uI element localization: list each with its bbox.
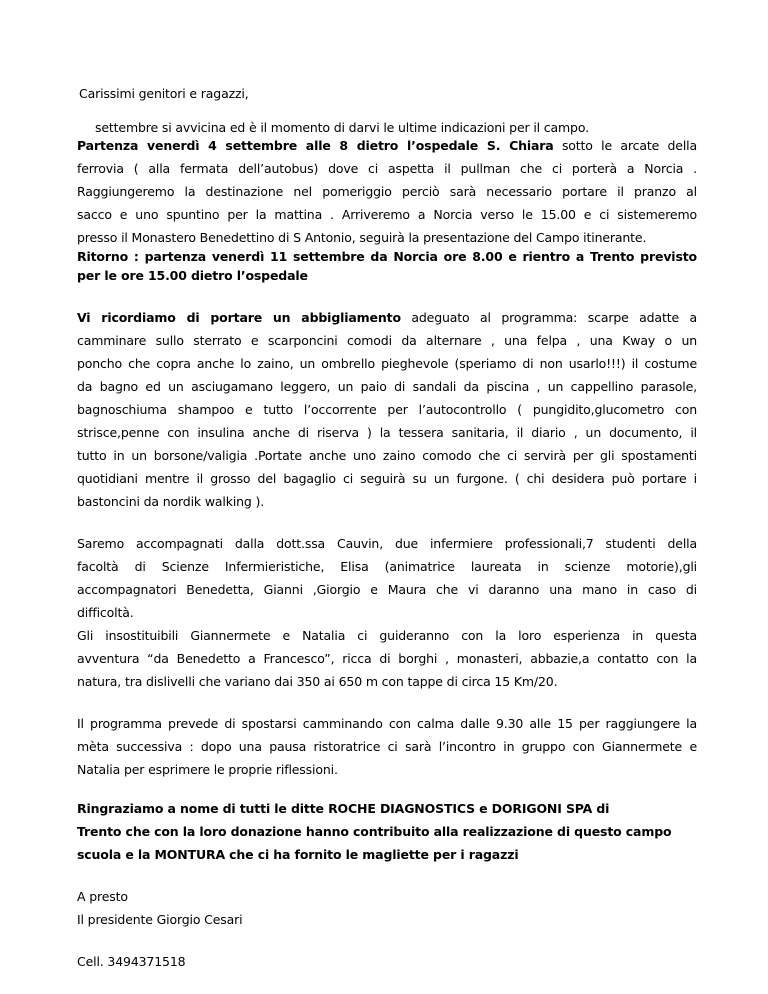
staff-line-7: natura, tra dislivelli che variano dai 350 ai 650 m con tappe di circa 15 Km/20.: [77, 674, 558, 689]
program-line-2: mèta successiva : dopo una pausa ristoratrice ci sarà l’incontro in gruppo con Giannermete e: [77, 739, 697, 754]
clothing-line-6: strisce,penne con insulina anche di riserva ) la tessera sanitaria, il diario , un documento, il: [77, 425, 697, 440]
departure-line-2: ferrovia ( alla fermata dell’autobus) dove ci aspetta il pullman che ci porterà a Norcia .: [77, 161, 697, 176]
thanks-line-1: Ringraziamo a nome di tutti le ditte ROCHE DIAGNOSTICS e DORIGONI SPA di: [77, 801, 610, 816]
clothing-line-1: [77, 310, 697, 326]
program-line-3: Natalia per esprimere le proprie riflessioni.: [77, 762, 338, 777]
staff-line-6: avventura “da Benedetto a Francesco”, ricca di borghi , monasteri, abbazie,a contatto con la: [77, 651, 697, 666]
phone-number: Cell. 3494371518: [77, 954, 186, 969]
signature: Il presidente Giorgio Cesari: [77, 912, 243, 927]
departure-line-1: [77, 138, 697, 154]
staff-line-5: Gli insostituibili Giannermete e Natalia ci guideranno con la loro esperienza in questa: [77, 628, 697, 643]
clothing-line-7: tutto in un borsone/valigia .Portate anche uno zaino comodo che ci servirà per gli spostamenti: [77, 448, 697, 463]
staff-line-2: facoltà di Scienze Infermieristiche, Elisa (animatrice laureata in scienze motorie),gli: [77, 559, 697, 574]
clothing-line-2: camminare sullo sterrato e scarponcini comodi da alternare , una felpa , una Kway o un: [77, 333, 697, 348]
clothing-line-9: bastoncini da nordik walking ).: [77, 494, 265, 509]
intro-line: settembre si avvicina ed è il momento di darvi le ultime indicazioni per il campo.: [95, 120, 589, 135]
departure-line-5: presso il Monastero Benedettino di S Antonio, seguirà la presentazione del Campo itinerante.: [77, 230, 647, 245]
staff-line-3: accompagnatori Benedetta, Gianni ,Giorgio e Maura che vi daranno una mano in caso di: [77, 582, 697, 597]
departure-line-4: sacco e uno spuntino per la mattina . Arriveremo a Norcia verso le 15.00 e ci sistemeremo: [77, 207, 697, 222]
thanks-line-2: Trento che con la loro donazione hanno contribuito alla realizzazione di questo campo: [77, 824, 672, 839]
staff-line-1: Saremo accompagnati dalla dott.ssa Cauvin, due infermiere professionali,7 studenti della: [77, 536, 697, 551]
program-line-1: Il programma prevede di spostarsi camminando con calma dalle 9.30 alle 15 per raggiungere la: [77, 716, 697, 731]
clothing-line-5: bagnoschiuma shampoo e tutto l’occorrente per l’autocontrollo ( pungidito,glucometro con: [77, 402, 697, 417]
staff-line-4: difficoltà.: [77, 605, 134, 620]
departure-line-3: Raggiungeremo la destinazione nel pomeriggio perciò sarà necessario portare il pranzo al: [77, 184, 697, 199]
return-line-1: Ritorno : partenza venerdì 11 settembre da Norcia ore 8.00 e rientro a Trento previsto: [77, 249, 697, 264]
clothing-highlight: Vi ricordiamo di portare un abbigliamento: [77, 310, 401, 325]
clothing-line-3: poncho che copra anche lo zaino, un ombrello pieghevole (speriamo di non usarlo!!!) il costume: [77, 356, 697, 371]
clothing-line-8: quotidiani mentre il grosso del bagaglio ci seguirà su un furgone. ( chi desidera può portare i: [77, 471, 697, 486]
greeting: Carissimi genitori e ragazzi,: [79, 86, 249, 101]
farewell: A presto: [77, 889, 128, 904]
clothing-line-4: da bagno ed un asciugamano leggero, un paio di sandali da piscina , un cappellino parasole,: [77, 379, 697, 394]
thanks-line-3: scuola e la MONTURA che ci ha fornito le magliette per i ragazzi: [77, 847, 519, 862]
departure-highlight: Partenza venerdì 4 settembre alle 8 dietro l’ospedale S. Chiara: [77, 138, 554, 153]
return-line-2: per le ore 15.00 dietro l’ospedale: [77, 268, 308, 283]
departure-rest: sotto le arcate della: [553, 138, 698, 153]
clothing-rest: adeguato al programma: scarpe adatte a: [400, 310, 697, 325]
